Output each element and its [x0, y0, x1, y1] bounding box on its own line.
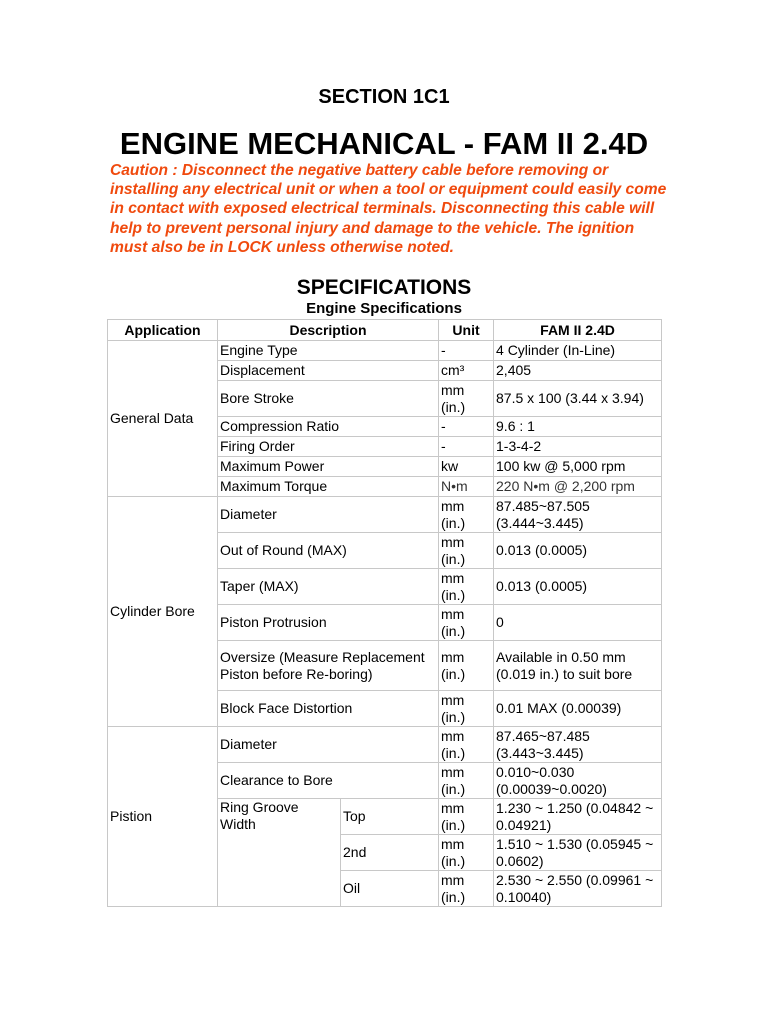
row-value: 0.01 MAX (0.00039) [494, 691, 662, 727]
row-value: 0 [494, 605, 662, 641]
row-value: 0.010~0.030 (0.00039~0.0020) [494, 763, 662, 799]
table-title: Engine Specifications [306, 300, 462, 317]
row-unit: mm (in.) [439, 569, 494, 605]
row-unit: - [439, 341, 494, 361]
row-value: 1-3-4-2 [494, 437, 662, 457]
section-heading: SECTION 1C1 [318, 86, 450, 108]
row-desc: Maximum Torque [218, 477, 439, 497]
row-desc: Bore Stroke [218, 381, 439, 417]
row-desc: Out of Round (MAX) [218, 533, 439, 569]
table-row [108, 341, 662, 361]
table-row [108, 497, 662, 533]
row-subdesc: Top [341, 799, 439, 835]
row-value: 0.013 (0.0005) [494, 533, 662, 569]
row-unit: mm (in.) [439, 691, 494, 727]
row-value: 87.485~87.505 (3.444~3.445) [494, 497, 662, 533]
col-header-description: Description [218, 320, 439, 341]
col-header-unit: Unit [439, 320, 494, 341]
row-value: 4 Cylinder (In-Line) [494, 341, 662, 361]
row-unit: mm (in.) [439, 497, 494, 533]
row-value: 220 N•m @ 2,200 rpm [494, 477, 662, 497]
row-desc: Compression Ratio [218, 417, 439, 437]
row-unit: mm (in.) [439, 533, 494, 569]
col-header-fam: FAM II 2.4D [494, 320, 662, 341]
specifications-heading: SPECIFICATIONS [296, 276, 472, 299]
table-header-row [108, 320, 662, 341]
row-unit: mm (in.) [439, 381, 494, 417]
row-unit: mm (in.) [439, 641, 494, 691]
row-value: 9.6 : 1 [494, 417, 662, 437]
row-unit: mm (in.) [439, 605, 494, 641]
row-desc: Clearance to Bore [218, 763, 439, 799]
row-desc: Diameter [218, 497, 439, 533]
document-title: ENGINE MECHANICAL - FAM II 2.4D [119, 126, 649, 161]
row-unit: - [439, 437, 494, 457]
row-desc: Block Face Distortion [218, 691, 439, 727]
row-desc: Displacement [218, 361, 439, 381]
row-desc: Taper (MAX) [218, 569, 439, 605]
row-value: 87.5 x 100 (3.44 x 3.94) [494, 381, 662, 417]
table-row [108, 727, 662, 763]
row-unit: N•m [439, 477, 494, 497]
group-cylinder-bore: Cylinder Bore [108, 497, 218, 727]
row-desc-ring-groove: Ring Groove Width [218, 799, 341, 907]
row-value: 87.465~87.485 (3.443~3.445) [494, 727, 662, 763]
row-desc: Diameter [218, 727, 439, 763]
caution-note: Caution : Disconnect the negative battery cable before removing or installing any electrical unit or when a tool or equipment could easily come in contact with exposed electrical terminals. Disconnecting this cable will help to prevent personal injury and damage to the vehicle. The ignition must also be in LOCK unless otherwise noted. [110, 162, 667, 256]
row-unit: mm (in.) [439, 799, 494, 835]
row-unit: mm (in.) [439, 727, 494, 763]
row-subdesc: 2nd [341, 835, 439, 871]
engine-spec-table [107, 319, 662, 907]
row-unit: - [439, 417, 494, 437]
row-value: 2.530 ~ 2.550 (0.09961 ~ 0.10040) [494, 871, 662, 907]
row-desc: Firing Order [218, 437, 439, 457]
row-unit: mm (in.) [439, 763, 494, 799]
row-value: 0.013 (0.0005) [494, 569, 662, 605]
row-value: 1.230 ~ 1.250 (0.04842 ~ 0.04921) [494, 799, 662, 835]
row-desc: Oversize (Measure Replacement Piston before Re-boring) [218, 641, 439, 691]
group-general-data: General Data [108, 341, 218, 497]
row-unit: cm³ [439, 361, 494, 381]
row-unit: mm (in.) [439, 835, 494, 871]
row-desc: Piston Protrusion [218, 605, 439, 641]
row-desc: Maximum Power [218, 457, 439, 477]
row-value: 1.510 ~ 1.530 (0.05945 ~ 0.0602) [494, 835, 662, 871]
row-value: 100 kw @ 5,000 rpm [494, 457, 662, 477]
col-header-application: Application [108, 320, 218, 341]
row-unit: mm (in.) [439, 871, 494, 907]
row-subdesc: Oil [341, 871, 439, 907]
row-value: Available in 0.50 mm (0.019 in.) to suit bore [494, 641, 662, 691]
row-unit: kw [439, 457, 494, 477]
group-piston: Pistion [108, 727, 218, 907]
row-desc: Engine Type [218, 341, 439, 361]
row-value: 2,405 [494, 361, 662, 381]
